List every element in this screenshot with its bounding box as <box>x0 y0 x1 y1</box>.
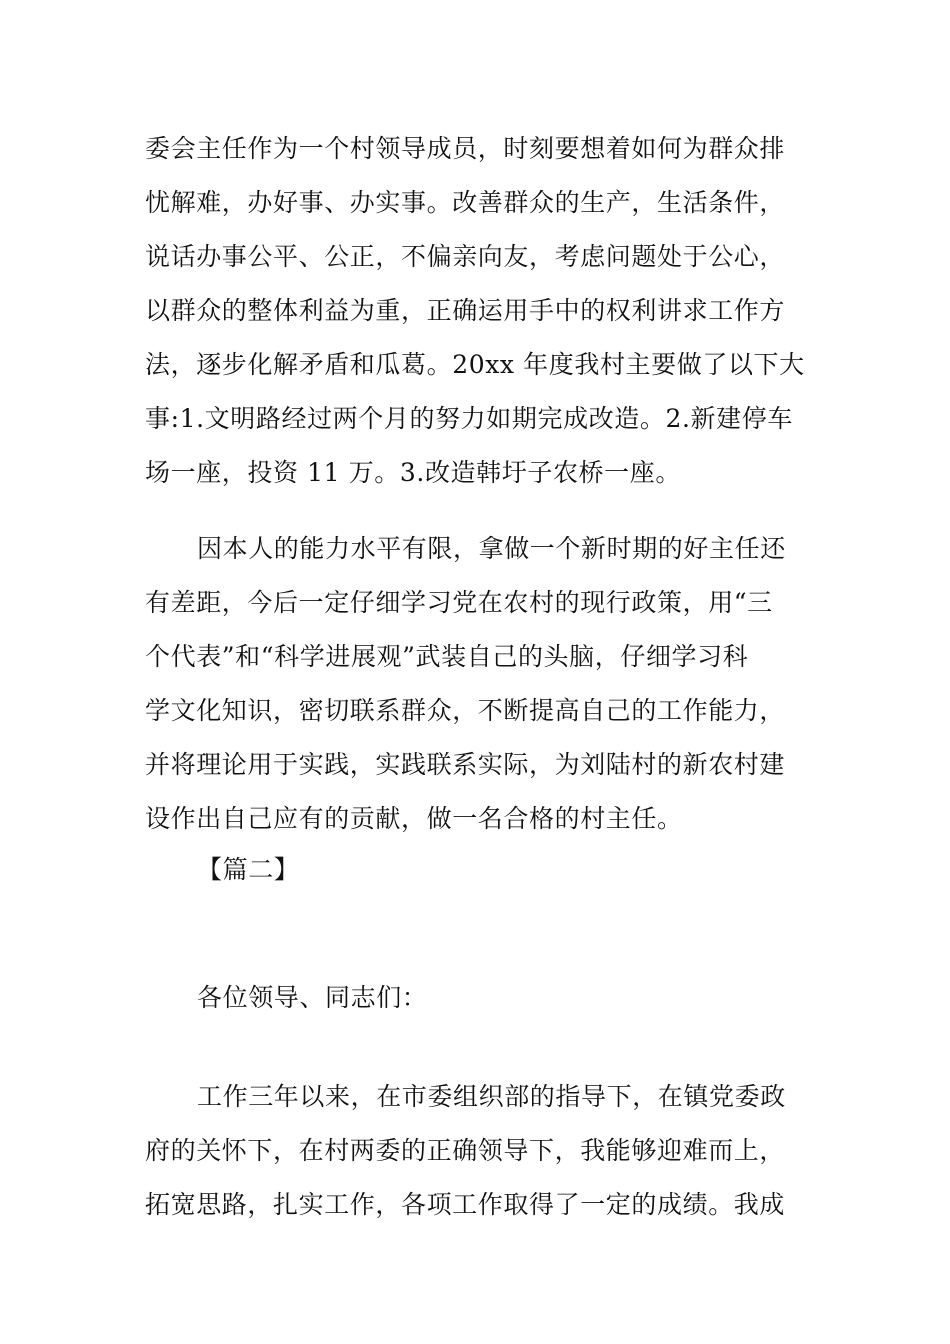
text-line: 工作三年以来，在市委组织部的指导下，在镇党委政 <box>197 1082 786 1111</box>
text-line: 说话办事公平、公正，不偏亲向友，考虑问题处于公心， <box>145 242 786 271</box>
paragraph-1 <box>145 122 815 500</box>
text-line: 以群众的整体利益为重，正确运用手中的权利讲求工作方 <box>145 296 786 325</box>
text-line: 设作出自己应有的贡献，做一名合格的村主任。 <box>145 804 683 833</box>
text-line: 府的关怀下，在村两委的正确领导下，我能够迎难而上， <box>145 1136 786 1165</box>
text-line: 拓宽思路，扎实工作，各项工作取得了一定的成绩。我成 <box>145 1190 786 1219</box>
section-heading-text: 【篇二】 <box>197 855 300 884</box>
text-line: 有差距，今后一定仔细学习党在农村的现行政策，用“三 <box>145 588 773 617</box>
text-line: 场一座，投资 11 万。3.改造韩圩子农桥一座。 <box>145 458 681 487</box>
text-line: 忧解难，办好事、办实事。改善群众的生产，生活条件， <box>145 188 786 217</box>
text-line: 并将理论用于实践，实践联系实际，为刘陆村的新农村建 <box>145 750 786 779</box>
salutation <box>145 971 815 1025</box>
text-line: 学文化知识，密切联系群众，不断提高自己的工作能力， <box>145 696 786 725</box>
text-line: 因本人的能力水平有限，拿做一个新时期的好主任还 <box>197 534 786 563</box>
paragraph-2 <box>145 522 815 846</box>
salutation-text: 各位领导、同志们： <box>197 983 428 1012</box>
paragraph-3 <box>145 1070 815 1232</box>
text-line: 个代表”和“科学进展观”武装自己的头脑，仔细学习科 <box>145 642 749 671</box>
text-line: 事:1.文明路经过两个月的努力如期完成改造。2.新建停车 <box>145 404 793 433</box>
text-line: 法，逐步化解矛盾和瓜葛。20xx 年度我村主要做了以下大 <box>145 350 805 379</box>
section-heading <box>145 843 815 897</box>
text-line: 委会主任作为一个村领导成员，时刻要想着如何为群众排 <box>145 134 786 163</box>
